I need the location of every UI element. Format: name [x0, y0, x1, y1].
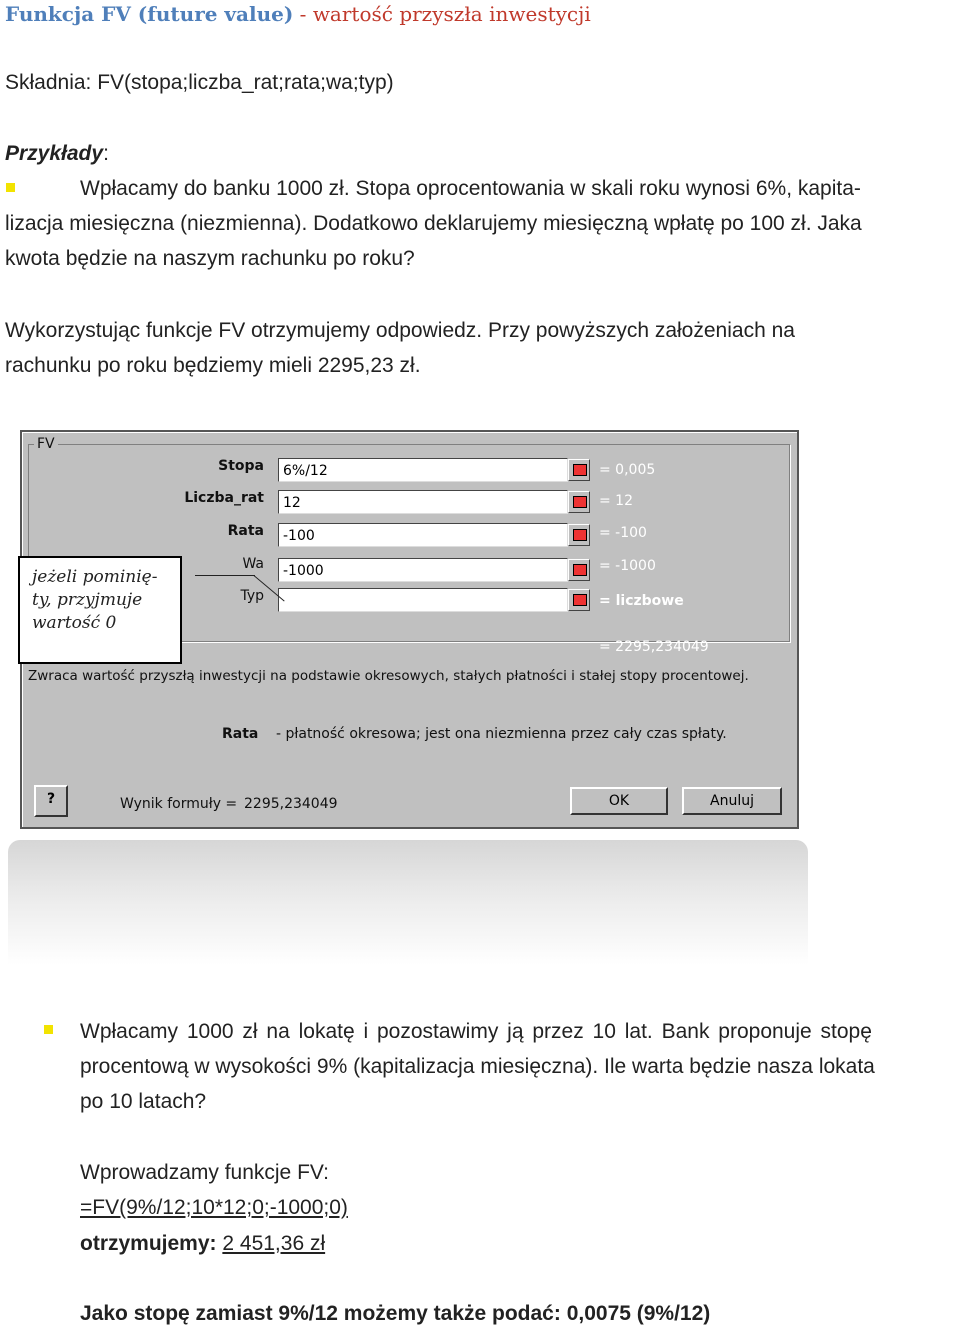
example2-result-label: otrzymujemy: [80, 1232, 217, 1255]
example1-answer2: rachunku po roku będziemy mieli 2295,23 zł. [5, 354, 421, 377]
field-label-wa: Wa [242, 556, 264, 572]
title-main: Funkcja FV (future value) [5, 2, 294, 26]
param-name: Rata [222, 726, 259, 742]
example1-answer1: Wykorzystując funkcje FV otrzymujemy odpowiedz. Przy powyższych założeniach na [5, 319, 795, 342]
note-line3: wartość 0 [32, 613, 117, 633]
formula-result-value: 2295,234049 [244, 796, 338, 812]
ok-button[interactable]: OK [570, 787, 668, 815]
example2-result [80, 1226, 325, 1261]
stopa-result: = 0,005 [599, 462, 656, 478]
field-label-typ: Typ [240, 588, 264, 604]
collapse-dialog-icon[interactable] [568, 491, 590, 513]
wa-input[interactable]: -1000 [278, 558, 568, 582]
syntax-text: Składnia: FV(stopa;liczba_rat;rata;wa;typ) [5, 71, 394, 94]
wa-result: = -1000 [599, 558, 656, 574]
collapse-dialog-icon[interactable] [568, 559, 590, 581]
example1-line2: lizacja miesięczna (niezmienna). Dodatkowo deklarujemy miesięczną wpłatę po 100 zł. Jaka [5, 212, 862, 235]
rata-input[interactable]: -100 [278, 523, 568, 547]
example2-footer: Jako stopę zamiast 9%/12 możemy także podać: 0,0075 (9%/12) [80, 1302, 711, 1325]
help-button[interactable] [34, 785, 68, 817]
examples-heading [5, 136, 109, 171]
examples-colon: : [103, 142, 109, 165]
fv-group-label: FV [34, 436, 58, 452]
example2-formula: =FV(9%/12;10*12;0;-1000;0) [80, 1196, 348, 1219]
param-description: - płatność okresowa; jest ona niezmienna przez cały czas spłaty. [276, 726, 727, 742]
typ-input[interactable] [278, 588, 568, 612]
rata-result: = -100 [599, 525, 647, 541]
examples-label: Przykłady [5, 142, 104, 165]
example1-line1: Wpłacamy do banku 1000 zł. Stopa oprocentowania w skali roku wynosi 6%, kapita- [80, 177, 861, 200]
page-title [5, 0, 591, 28]
function-description: Zwraca wartość przyszłą inwestycji na podstawie okresowych, stałych płatności i stałej stopy procentowej. [28, 668, 749, 684]
example2-line3: po 10 latach? [80, 1090, 207, 1113]
example2-line1: Wpłacamy 1000 zł na lokatę i pozostawimy ją przez 10 lat. Bank proponuje stopę [80, 1020, 872, 1043]
bullet-icon [6, 183, 15, 192]
callout-line [195, 575, 255, 576]
typ-result: = liczbowe [599, 593, 684, 609]
field-label-liczba-rat: Liczba_rat [184, 490, 264, 506]
example2-line2: procentową w wysokości 9% (kapitalizacja miesięczna). Ile warta będzie nasza lokata [80, 1055, 875, 1078]
callout-note [18, 556, 182, 664]
dialog-reflection [8, 840, 808, 965]
cancel-button[interactable]: Anuluj [682, 787, 782, 815]
total-result: = 2295,234049 [599, 639, 709, 655]
collapse-dialog-icon[interactable] [568, 459, 590, 481]
note-line1: jeżeli pominię- [32, 567, 158, 587]
title-subtitle: wartość przyszła inwestycji [312, 2, 591, 26]
liczba-rat-input[interactable]: 12 [278, 490, 568, 514]
formula-result-label: Wynik formuły = [120, 796, 238, 812]
example1-line3: kwota będzie na naszym rachunku po roku? [5, 247, 415, 270]
stopa-input[interactable]: 6%/12 [278, 458, 568, 482]
example2-intro: Wprowadzamy funkcje FV: [80, 1161, 329, 1184]
field-label-stopa: Stopa [218, 458, 264, 474]
title-separator: - [293, 2, 313, 26]
bullet-icon [44, 1025, 53, 1034]
liczba-rat-result: = 12 [599, 493, 633, 509]
collapse-dialog-icon[interactable] [568, 589, 590, 611]
field-label-rata: Rata [227, 523, 264, 539]
note-line2: ty, przyjmuje [32, 590, 143, 610]
example2-result-value: 2 451,36 zł [222, 1232, 326, 1255]
collapse-dialog-icon[interactable] [568, 524, 590, 546]
help-icon: ? [46, 791, 56, 807]
